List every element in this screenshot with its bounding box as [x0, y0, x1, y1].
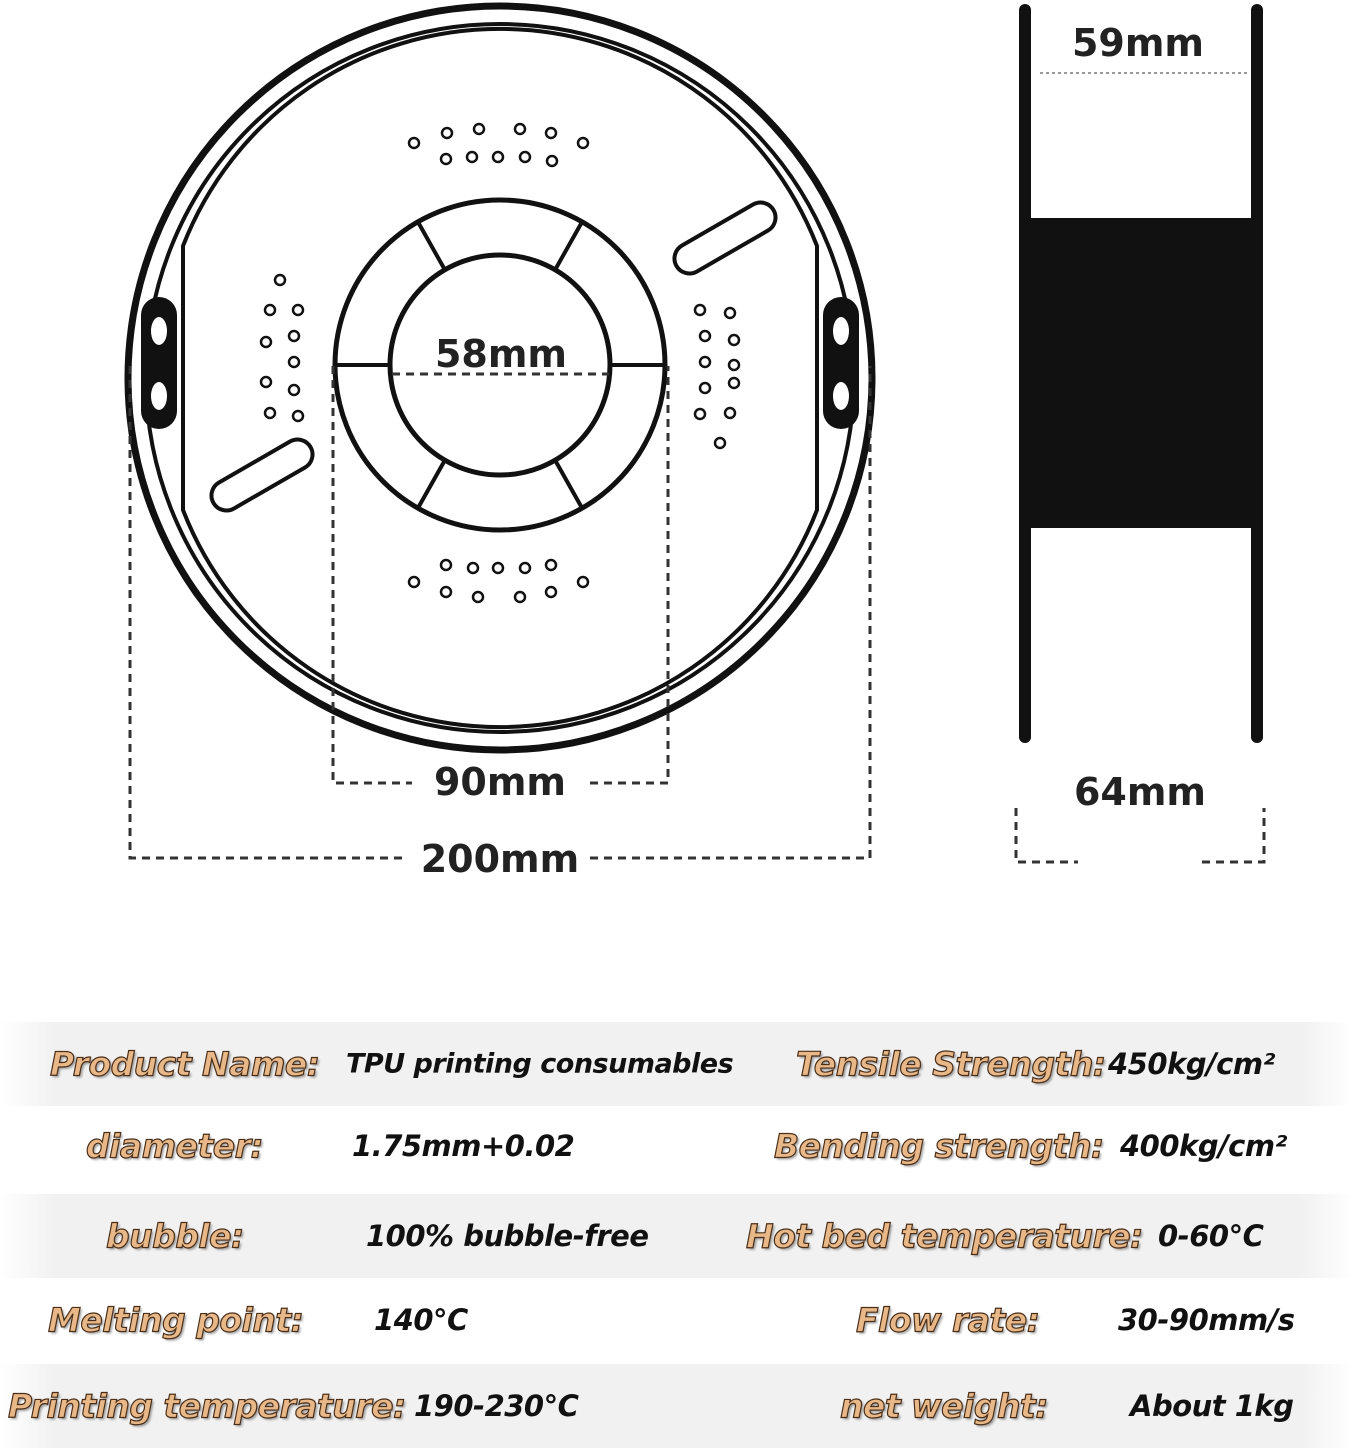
outer-rim-inner — [146, 24, 854, 732]
dim-label-outer-diameter: 200mm — [420, 837, 580, 881]
spec-row — [0, 1104, 1354, 1188]
dim-label-hub-hole: 58mm — [434, 332, 568, 376]
spec-row — [0, 1278, 1354, 1362]
spec-label: bubble: — [106, 1216, 244, 1256]
slot-top-right — [669, 197, 781, 279]
spec-value: 0-60°C — [1158, 1219, 1264, 1253]
spec-value: About 1kg — [1130, 1389, 1294, 1423]
spec-value: 100% bubble-free — [366, 1219, 649, 1253]
spec-label: Melting point: — [48, 1300, 304, 1340]
dim-label-hub-diameter: 90mm — [433, 760, 567, 804]
spec-value: 30-90mm/s — [1118, 1303, 1295, 1337]
spool-front-view — [128, 6, 872, 750]
spec-label: Flow rate: — [856, 1300, 1040, 1340]
spec-value: 190-230°C — [414, 1389, 579, 1423]
slot-bottom-left — [206, 434, 318, 516]
flange-body-outline — [183, 29, 817, 727]
dim-64mm-bracket-right — [1202, 808, 1264, 862]
spec-row — [0, 1364, 1354, 1448]
spec-value: 1.75mm+0.02 — [352, 1129, 575, 1163]
dim-label-total-width: 64mm — [1073, 770, 1207, 814]
left-handle — [141, 297, 177, 429]
spec-label: diameter: — [86, 1126, 264, 1166]
spec-value: TPU printing consumables — [346, 1048, 734, 1080]
spec-label: Printing temperature: — [8, 1386, 406, 1426]
side-filament-core — [1025, 218, 1257, 528]
spec-value: 140°C — [374, 1303, 468, 1337]
spec-label: Bending strength: — [774, 1126, 1104, 1166]
spec-value: 450kg/cm² — [1108, 1047, 1275, 1081]
holes-bottom — [409, 560, 588, 602]
spec-label: Product Name: — [50, 1044, 320, 1084]
holes-top — [409, 124, 588, 166]
spec-label: Hot bed temperature: — [746, 1216, 1143, 1256]
dim-64mm-bracket — [1016, 808, 1078, 862]
dim-label-flange-width: 59mm — [1071, 21, 1205, 65]
dim-90mm-bracket — [333, 366, 412, 783]
dim-200mm-bracket — [130, 366, 405, 858]
dim-90mm-bracket-right — [590, 366, 668, 783]
spool-side-view — [1016, 10, 1264, 862]
right-handle — [823, 297, 859, 429]
outer-rim-outer — [128, 6, 872, 750]
spec-row — [0, 1194, 1354, 1278]
spec-row — [0, 1022, 1354, 1106]
holes-left — [261, 275, 303, 421]
spec-label: Tensile Strength: — [796, 1044, 1106, 1084]
holes-right — [695, 305, 739, 448]
spec-value: 400kg/cm² — [1120, 1129, 1287, 1163]
spec-label: net weight: — [840, 1386, 1048, 1426]
